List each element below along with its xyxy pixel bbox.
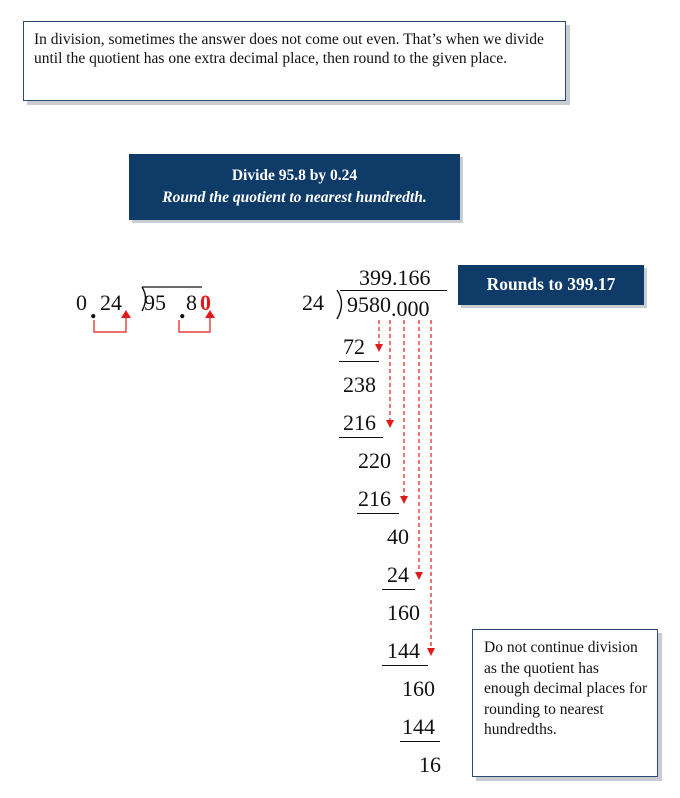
step-remainder-1: 238 — [343, 372, 376, 397]
arrow-head-4 — [415, 572, 423, 580]
divisor-shift-arrow — [94, 316, 126, 332]
step-line-6 — [400, 741, 440, 742]
rounded-result: Rounds to 399.17 — [486, 274, 616, 294]
step-subtract-3: 216 — [358, 486, 391, 511]
step-subtract-5: 144 — [387, 638, 420, 663]
rounded-result-box — [458, 265, 644, 305]
step-subtract-4: 24 — [387, 562, 409, 587]
problem-box — [129, 154, 460, 220]
step-subtract-2: 216 — [343, 410, 376, 435]
dividend-int: 95 — [144, 290, 166, 315]
arrow-head-2 — [386, 420, 394, 428]
dividend-decimal-point: . — [179, 295, 186, 324]
dividend-decimals: .000 — [391, 296, 430, 321]
step-remainder-3: 40 — [387, 524, 409, 549]
dividend-shift-arrow — [179, 316, 210, 332]
dividend-digits: 9580 — [347, 292, 391, 317]
arrow-head-5 — [427, 648, 435, 656]
dividend — [347, 292, 430, 321]
step-remainder-6: 16 — [419, 752, 441, 777]
divisor: 24 — [302, 290, 324, 315]
division-bracket — [334, 289, 348, 321]
quotient-vinculum — [340, 290, 447, 291]
step-subtract-1: 72 — [343, 334, 365, 359]
intro-note-text: In division, sometimes the answer does not come out even. That’s when we divide until the quotient has one extra decimal place, then round to the given place. — [34, 31, 544, 67]
problem-line-1: Divide 95.8 by 0.24 — [231, 167, 358, 184]
intro-note — [23, 21, 566, 101]
step-remainder-4: 160 — [387, 600, 420, 625]
divisor-frac: 24 — [100, 290, 122, 315]
step-subtract-6: 144 — [402, 714, 435, 739]
arrow-head-1 — [375, 344, 383, 352]
added-zero: 0 — [200, 290, 211, 315]
bring-down-arrows — [360, 318, 450, 668]
step-remainder-2: 220 — [358, 448, 391, 473]
stop-note — [472, 629, 658, 777]
shift-arrows — [60, 280, 230, 350]
arrow-head-3 — [400, 496, 408, 504]
step-remainder-5: 160 — [402, 676, 435, 701]
divisor-int: 0 — [76, 290, 87, 315]
quotient: 399.166 — [359, 265, 431, 290]
dividend-frac: 8 — [186, 290, 197, 315]
problem-line-2: Round the quotient to nearest hundredth. — [162, 189, 427, 206]
divisor-decimal-point: . — [90, 295, 97, 324]
stop-note-text: Do not continue division as the quotient has enough decimal places for rounding to nearest hundredths. — [484, 639, 648, 738]
shift-division-bracket — [142, 287, 146, 311]
